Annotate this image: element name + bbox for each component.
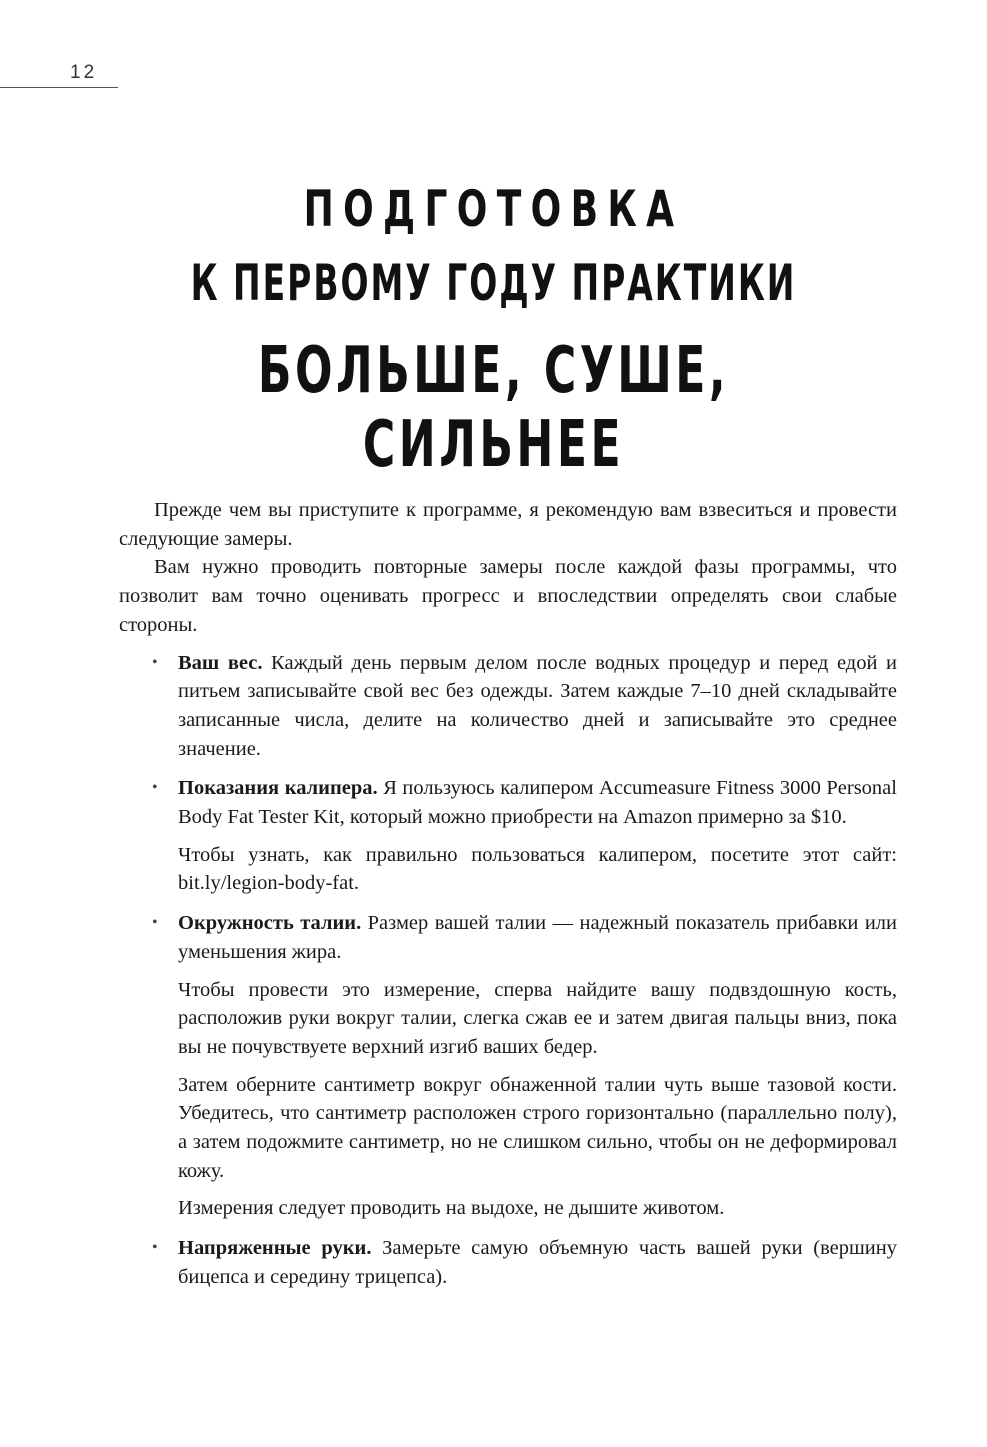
list-item-subparagraph: Измерения следует проводить на выдохе, не дышите животом. bbox=[178, 1197, 725, 1220]
measurement-list bbox=[119, 649, 897, 1292]
list-item-arms bbox=[119, 1234, 897, 1291]
bullet-icon: • bbox=[152, 779, 158, 797]
list-item-weight bbox=[119, 649, 897, 764]
page-number: 12 bbox=[70, 62, 98, 83]
list-item-term: Показания калипера. bbox=[178, 777, 378, 800]
bullet-icon: • bbox=[152, 914, 158, 932]
list-item-waist bbox=[119, 909, 897, 1223]
list-item-term: Окружность талии. bbox=[178, 912, 362, 935]
body-text bbox=[119, 496, 897, 1292]
list-item-caliper bbox=[119, 774, 897, 898]
chapter-title-line-2: К ПЕРВОМУ ГОДУ ПРАКТИКИ bbox=[190, 254, 797, 312]
list-item-subparagraph: Затем оберните сантиметр вокруг обнаженной талии чуть выше тазовой кости. Убедитесь, что сантиметр расположен строго горизонтально (параллельно полу), а затем подожмите сантиметр, но не слишком сильно, чтобы он не деформировал кожу. bbox=[178, 1073, 897, 1182]
list-item-description: Замерьте самую объемную часть вашей руки (вершину бицепса и середину трицепса). bbox=[178, 1237, 897, 1288]
intro-paragraph-1: Прежде чем вы приступите к программе, я рекомендую вам взвеситься и провести следующие замеры. bbox=[119, 499, 897, 550]
chapter-subtitle: БОЛЬШЕ, СУШЕ, СИЛЬНЕЕ bbox=[257, 334, 730, 482]
list-item-text bbox=[178, 774, 897, 831]
bullet-icon: • bbox=[152, 653, 158, 671]
chapter-title-line-1: ПОДГОТОВКА bbox=[303, 180, 684, 238]
list-item-text bbox=[178, 1234, 897, 1291]
intro-paragraph-2: Вам нужно проводить повторные замеры после каждой фазы программы, что позволит вам точно оценивать прогресс и впоследствии определять свои слабые стороны. bbox=[119, 556, 897, 636]
list-item-term: Напряженные руки. bbox=[178, 1237, 372, 1260]
list-item-description: Я пользуюсь калипером Accumeasure Fitness 3000 Personal Body Fat Tester Kit, который можно приобрести на Amazon примерно за $10. bbox=[178, 777, 897, 829]
list-item-description: Размер вашей талии — надежный показатель прибавки или уменьшения жира. bbox=[178, 912, 897, 963]
list-item-text bbox=[178, 649, 897, 764]
list-item-text bbox=[178, 909, 897, 966]
list-item-subparagraph: Чтобы провести это измерение, сперва найдите вашу подвздошную кость, расположив руки вокруг талии, слегка сжав ее и затем двигая пальцы вниз, пока вы не почувствуете верхний изгиб ваших бедер. bbox=[178, 978, 897, 1058]
list-item-term: Ваш вес. bbox=[178, 651, 263, 674]
list-item-subparagraph: Чтобы узнать, как правильно пользоваться калипером, посетите этот сайт: bit.ly/legion-body-fat. bbox=[178, 843, 897, 895]
page-number-rule bbox=[0, 87, 118, 88]
list-item-description: Каждый день первым делом после водных процедур и перед едой и питьем записывайте свой вес без одежды. Затем каждые 7–10 дней складывайте записанные числа, делите на количество дней и записывайте это среднее значение. bbox=[178, 651, 897, 760]
bullet-icon: • bbox=[152, 1239, 158, 1257]
